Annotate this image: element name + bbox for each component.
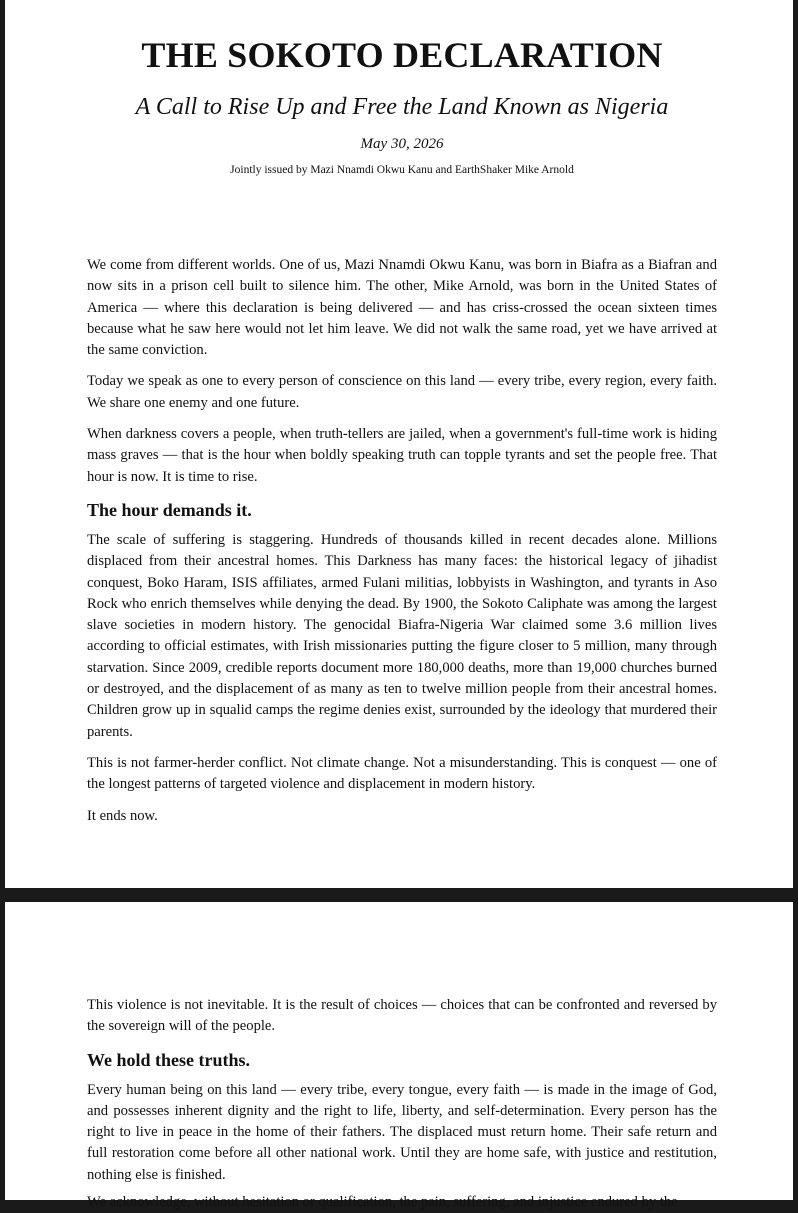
violence-paragraph: This violence is not inevitable. It is the result of choices — choices that can be confronted and reversed by the sovereign will of the people. xyxy=(87,997,717,1035)
page-2-body xyxy=(87,995,717,1196)
page-1-body xyxy=(87,255,717,837)
issued-by-line: Jointly issued by Mazi Nnamdi Okwu Kanu and EarthShaker Mike Arnold xyxy=(230,164,574,176)
intro-paragraph-3: When darkness covers a people, when truth-tellers are jailed, when a government's full-time work is hiding mass graves — that is the hour when boldly speaking truth can topple tyrants and set the people free. That hour is now. It is time to rise. xyxy=(87,426,717,485)
section-paragraph-1: The scale of suffering is staggering. Hundreds of thousands killed in recent decades alone. Millions displaced from their ancestral homes. This Darkness has many faces: the historical legacy of jihadist conquest, Boko Haram, ISIS affiliates, armed Fulani militias, lobbyists in Washington, and tyrants in Aso Rock who enrich themselves while denying the dead. By 1900, the Sokoto Caliphate was among the largest slave societies in modern history. The genocidal Biafra-Nigeria War claimed some 3.6 million lives according to official estimates, with Irish missionaries putting the figure closer to 5 million, many through starvation. Since 2009, credible reports document more 180,000 deaths, more than 19,000 churches burned or destroyed, and the displacement of as many as ten to twelve million people from their ancestral homes. Children grow up in squalid camps the regime denies exist, surrounded by the ideology that murdered their parents. xyxy=(87,531,717,740)
section-heading-truths: We hold these truths. xyxy=(87,1049,251,1070)
truths-paragraph: Every human being on this land — every tribe, every tongue, every faith — is made in the image of God, and possesses inherent dignity and the right to life, liberty, and self-determination. Every person has the right to live in peace in the home of their fathers. The displaced must return home. Their safe return and full restoration come before all other national work. Until they are home safe, with justice and restitution, nothing else is finished. xyxy=(87,1081,717,1183)
section-paragraph-2: This is not farmer-herder conflict. Not climate change. Not a misunderstanding. This is conquest — one of the longest patterns of targeted violence and displacement in modern history. xyxy=(87,754,717,793)
document-page-1 xyxy=(5,0,793,888)
document-subtitle: A Call to Rise Up and Free the Land Known as Nigeria xyxy=(135,94,669,120)
page-header xyxy=(87,35,717,178)
intro-paragraph-2: Today we speak as one to every person of conscience on this land — every tribe, every region, every faith. We share one enemy and one future. xyxy=(87,373,717,411)
cut-off-text-line: We acknowledge, without hesitation or qualification, the pain, suffering, and injustice endured by the xyxy=(87,1194,678,1210)
document-title: THE SOKOTO DECLARATION xyxy=(141,35,663,75)
section-heading-hour-demands: The hour demands it. xyxy=(87,499,252,520)
document-date: May 30, 2026 xyxy=(360,136,444,152)
section-paragraph-3: It ends now. xyxy=(87,807,158,824)
document-page-2 xyxy=(5,902,793,1210)
intro-paragraph-1: We come from different worlds. One of us, Mazi Nnamdi Okwu Kanu, was born in Biafra as a Biafran and now sits in a prison cell built to silence him. The other, Mike Arnold, was born in the United States of America — where this declaration is being delivered — and has criss-crossed the ocean sixteen times because what he saw here would not let him leave. We did not walk the same road, yet we have arrived at the same conviction. xyxy=(87,257,717,359)
